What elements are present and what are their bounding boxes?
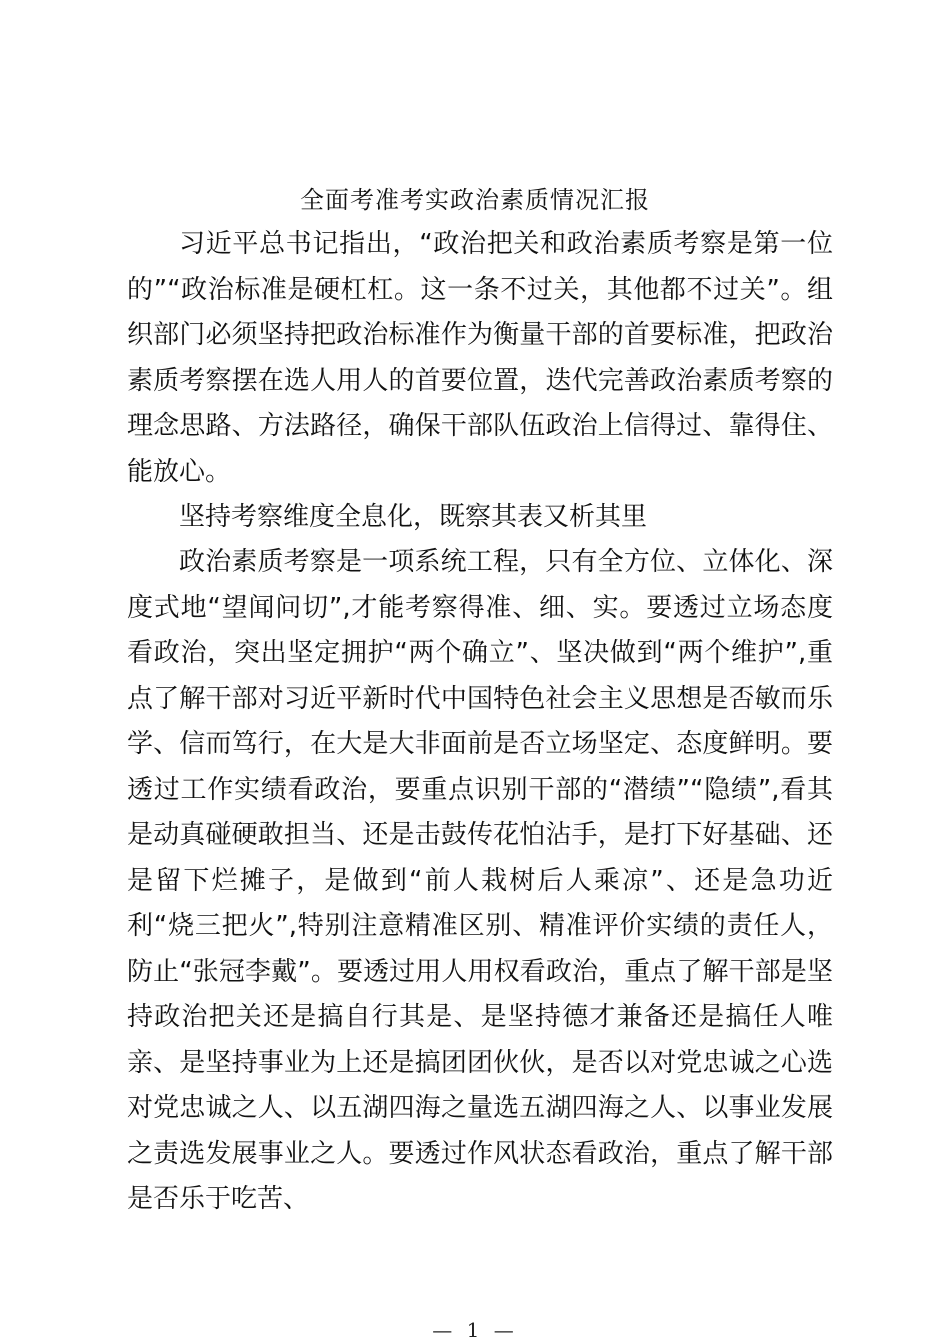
section-heading-text: 坚持考察维度全息化，既察其表又析其里 bbox=[179, 502, 648, 532]
document-title: 全面考准考实政治素质情况汇报 bbox=[300, 186, 650, 214]
section-heading bbox=[127, 495, 833, 541]
paragraph-text: 政治素质考察是一项系统工程，只有全方位、立体化、深度式地“望闻问切”,才能考察得准、细、实。要透过立场态度看政治，突出坚定拥护“两个确立”、坚决做到“两个维护”,重点了解干部对习近平新时代中国特色社会主义思想是否敏而乐学、信而笃行，在大是大非面前是否立场坚定、态度鲜明。要透过工作实绩看政治，要重点识别干部的“潜绩”“隐绩”,看其是动真碰硬敢担当、还是击鼓传花怕沾手，是打下好基础、还是留下烂摊子，是做到“前人栽树后人乘凉”、还是急功近利“烧三把火”,特别注意精准区别、精准评价实绩的责任人，防止“张冠李戴”。要透过用人用权看政治，重点了解干部是坚持政治把关还是搞自行其是、是坚持德才兼备还是搞任人唯亲、是坚持事业为上还是搞团团伙伙，是否以对党忠诚之心选对党忠诚之人、以五湖四海之量选五湖四海之人、以事业发展之责选发展事业之人。要透过作风状态看政治，重点了解干部是否乐于吃苦、 bbox=[127, 547, 833, 1214]
body-paragraph-intro bbox=[127, 222, 833, 495]
body-paragraph-main bbox=[127, 540, 833, 1223]
page-number: — 1 — bbox=[432, 1318, 518, 1342]
paragraph-text: 习近平总书记指出，“政治把关和政治素质考察是第一位的”“政治标准是硬杠杠。这一条不过关，其他都不过关”。组织部门必须坚持把政治标准作为衡量干部的首要标准，把政治素质考察摆在选人用人的首要位置，迭代完善政治素质考察的理念思路、方法路径，确保干部队伍政治上信得过、靠得住、能放心。 bbox=[127, 229, 833, 487]
